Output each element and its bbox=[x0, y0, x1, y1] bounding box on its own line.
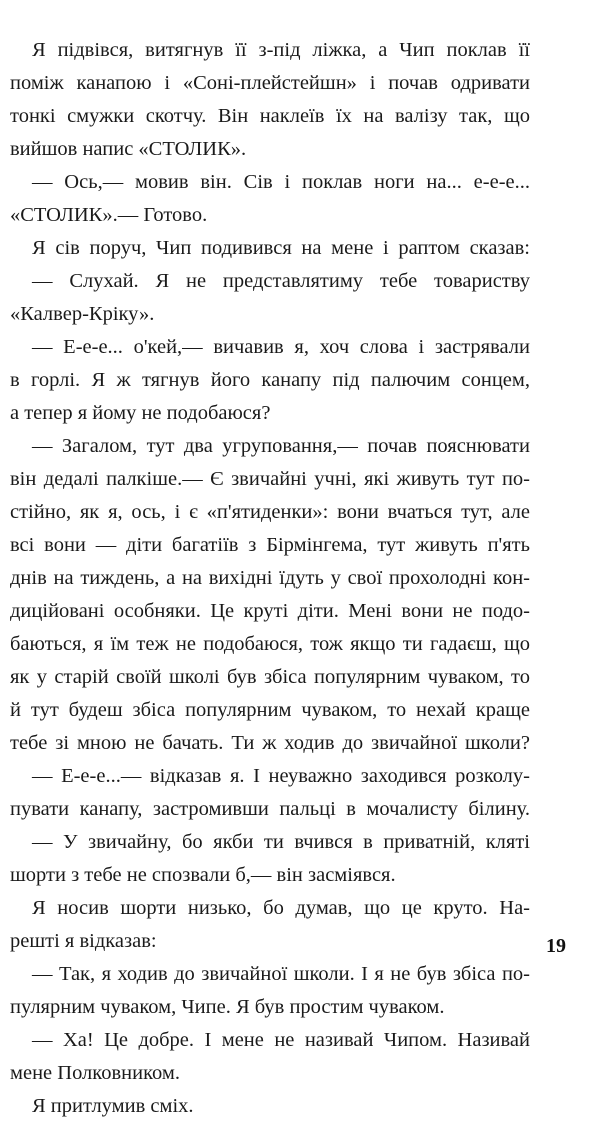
text-line: днів на тиждень, а на вихідні їдуть у свої прохолодні кон- bbox=[10, 567, 530, 589]
text-line: Я притлумив сміх. bbox=[32, 1095, 194, 1117]
text-line: баються, я їм теж не подобаюся, тож якщо ти гадаєш, що bbox=[10, 633, 530, 655]
text-line: — Ха! Це добре. І мене не називай Чипом. Називай bbox=[32, 1029, 530, 1051]
text-line: поміж канапою і «Соні-плейстейшн» і почав одривати bbox=[10, 72, 530, 94]
text-line: він дедалі палкіше.— Є звичайні учні, які живуть тут по- bbox=[10, 468, 530, 490]
text-line: — Загалом, тут два угруповання,— почав пояснювати bbox=[32, 435, 530, 457]
text-line: мене Полковником. bbox=[10, 1062, 180, 1084]
text-line: Я носив шорти низько, бо думав, що це круто. На- bbox=[32, 897, 530, 919]
text-line: решті я відказав: bbox=[10, 930, 157, 952]
text-line: пулярним чуваком, Чипе. Я був простим чуваком. bbox=[10, 996, 445, 1018]
text-line: а тепер я йому не подобаюся? bbox=[10, 402, 271, 424]
text-line: «Калвер-Кріку». bbox=[10, 303, 155, 325]
text-line: й тут будеш збіса популярним чуваком, то нехай краще bbox=[10, 699, 530, 721]
text-line: всі вони — діти багатіїв з Бірмінгема, тут живуть п'ять bbox=[10, 534, 530, 556]
text-line: тебе зі мною не бачать. Ти ж ходив до звичайної школи? bbox=[10, 732, 530, 754]
text-line: як у старій своїй школі був збіса популярним чуваком, то bbox=[10, 666, 530, 688]
page-text bbox=[10, 34, 530, 1123]
text-line: в горлі. Я ж тягнув його канапу під палючим сонцем, bbox=[10, 369, 530, 391]
text-line: — Е-е-е...— відказав я. І неуважно заходився розколу- bbox=[32, 765, 530, 787]
text-line: тонкі смужки скотчу. Він наклеїв їх на валізу так, що bbox=[10, 105, 530, 127]
text-line: пувати канапу, застромивши пальці в мочалисту білину. bbox=[10, 798, 530, 820]
page-number: 19 bbox=[546, 935, 566, 957]
text-line: — Слухай. Я не представлятиму тебе товариству bbox=[32, 270, 530, 292]
text-line: стійно, як я, ось, і є «п'ятиденки»: вони вчаться тут, але bbox=[10, 501, 530, 523]
text-line: — У звичайну, бо якби ти вчився в приватній, кляті bbox=[32, 831, 530, 853]
text-line: «СТОЛИК».— Готово. bbox=[10, 204, 208, 226]
text-line: Я сів поруч, Чип подивився на мене і раптом сказав: bbox=[32, 237, 530, 259]
text-line: — Е-е-е... о'кей,— вичавив я, хоч слова і застрявали bbox=[32, 336, 530, 358]
text-line: диційовані особняки. Це круті діти. Мені вони не подо- bbox=[10, 600, 530, 622]
text-line: шорти з тебе не спозвали б,— він засміявся. bbox=[10, 864, 396, 886]
text-line: вийшов напис «СТОЛИК». bbox=[10, 138, 247, 160]
text-line: Я підвівся, витягнув її з-під ліжка, а Чип поклав її bbox=[32, 39, 530, 61]
text-line: — Ось,— мовив він. Сів і поклав ноги на... е-е-е... bbox=[32, 171, 530, 193]
text-line: — Так, я ходив до звичайної школи. І я не був збіса по- bbox=[32, 963, 530, 985]
